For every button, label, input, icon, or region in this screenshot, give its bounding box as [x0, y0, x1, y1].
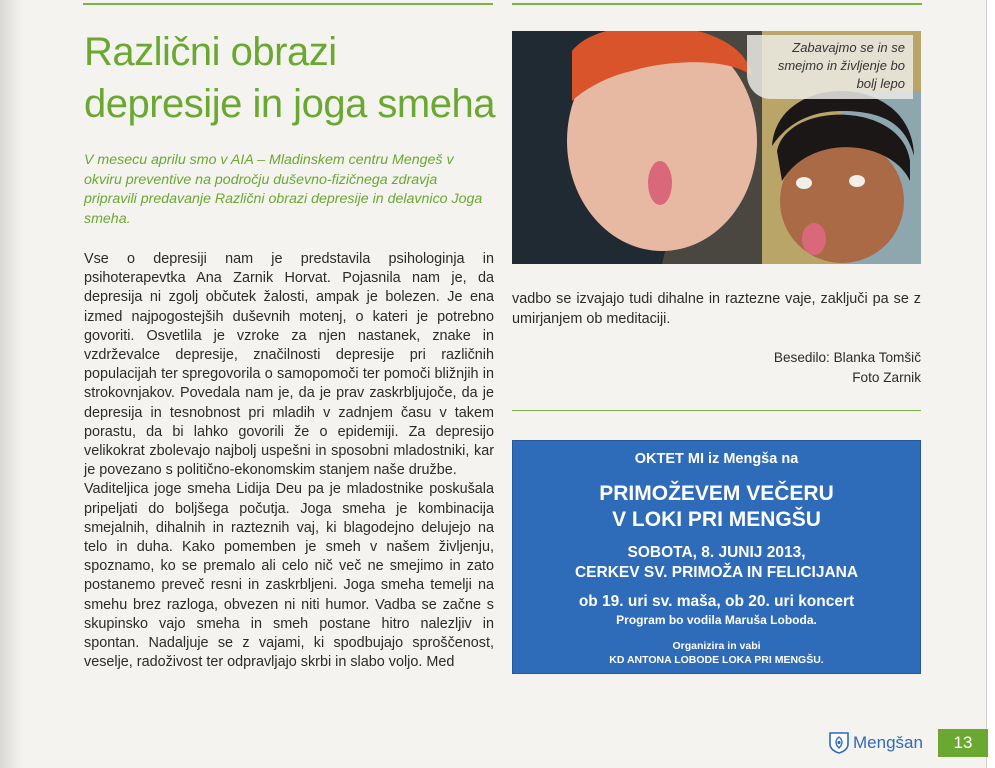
ad-date-place: [513, 543, 920, 583]
page-gutter-shadow: [0, 0, 24, 768]
title-line-2: depresije in joga smeha: [84, 82, 495, 126]
ad-event-title: [513, 481, 920, 533]
body-paragraph-2: Vaditeljica joge smeha Lidija Deu pa je mladostnike poskušala pripeljati do boljšega počutja. Joga smeha je kombinacija smejalnih, dihalnih in razteznih vaj, ki blagodejno delujejo na telo in duha. Kako pomemben je smeh v našem življenju, spoznamo, ko se premalo ali celo nič več ne smejimo in zato postanemo preveč resni in zaskrbljeni. Joga smeha temelji na smehu brez razloga, obvezen ni niti humor. Vadba se začne s skupinsko vajo smeha in smeh postane hitro nalezljiv in spontan. Nadaljuje se z vajami, ki spodbujajo sproščenost, veselje, radoživost ter odpravljajo skrbi in slabo voljo. Med: [84, 481, 494, 671]
ad-place: CERKEV SV. PRIMOŽA IN FELICIJANA: [574, 564, 859, 581]
article-body: [84, 250, 494, 672]
concert-announcement: [512, 440, 921, 674]
article-continuation: vadbo se izvajajo tudi dihalne in raztezne vaje, zaključi pa se z umirjanjem ob meditaciji.: [512, 291, 921, 327]
ad-event-title-line-2: V LOKI PRI MENGŠU: [612, 508, 821, 531]
top-rule-left: [83, 3, 493, 5]
ad-organizer-label: Organizira in vabi: [672, 640, 761, 652]
ad-intro: OKTET MI iz Mengša na: [634, 451, 799, 467]
ad-schedule: ob 19. uri sv. maša, ob 20. uri koncert: [578, 593, 855, 610]
body-paragraph-1: Vse o depresiji nam je predstavila psihologinja in psihoterapevtka Ana Zarnik Horvat. Pojasnila nam je, da depresija ni zgolj občutek žalosti, ampak je bolezen. Je ena izmed najpogostejših duševnih motenj, o kateri je potrebno govoriti. Osvetlila je vzroke za njen nastanek, znake in vzdrževalce depresije, značilnosti depresije pri različnih populacijah ter spregovorila o samopomoči ter pomoči bližnjih in strokovnjakov. Povedala nam je, da je prav zaskrbljujoče, da je depresija in tesnobnost pri mladih v zadnjem času v takem porastu, da bi lahko govorili že o epidemiji. Za depresijo velikokrat zbolevajo najbolj uspešni in sposobni mladostniki, kar je povezano s politično-ekonomskim stanjem naše družbe.: [84, 251, 494, 479]
article-lead: V mesecu aprilu smo v AIA – Mladinskem centru Mengeš v okviru preventive na področju duševno-fizičnega zdravja pripravili predavanje Različni obrazi depresije in delavnico Joga smeha.: [84, 152, 483, 227]
article-credits: [620, 348, 921, 388]
page-number: 13: [938, 729, 988, 757]
ad-host: Program bo vodila Maruša Loboda.: [616, 613, 817, 627]
footer-brand: Mengšan: [853, 733, 923, 752]
article-title: [84, 26, 504, 130]
photo-caption: Zabavajmo se in se smejmo in življenje bo bolj lepo: [747, 35, 913, 99]
credit-photo: Foto Zarnik: [852, 370, 921, 385]
section-divider: [512, 410, 921, 411]
top-rule-right: [512, 3, 922, 5]
mengsan-crest-icon: [829, 732, 849, 754]
credit-text: Besedilo: Blanka Tomšič: [773, 350, 921, 365]
ad-event-title-line-1: PRIMOŽEVEM VEČERU: [599, 482, 834, 505]
title-line-1: Različni obrazi: [84, 30, 337, 74]
ad-organizer-name: KD ANTONA LOBODE LOKA PRI MENGŠU.: [609, 654, 824, 666]
ad-organizer: [513, 639, 920, 667]
article-photo: [512, 31, 921, 264]
ad-date: SOBOTA, 8. JUNIJ 2013,: [627, 544, 806, 561]
page-edge: [986, 0, 995, 768]
